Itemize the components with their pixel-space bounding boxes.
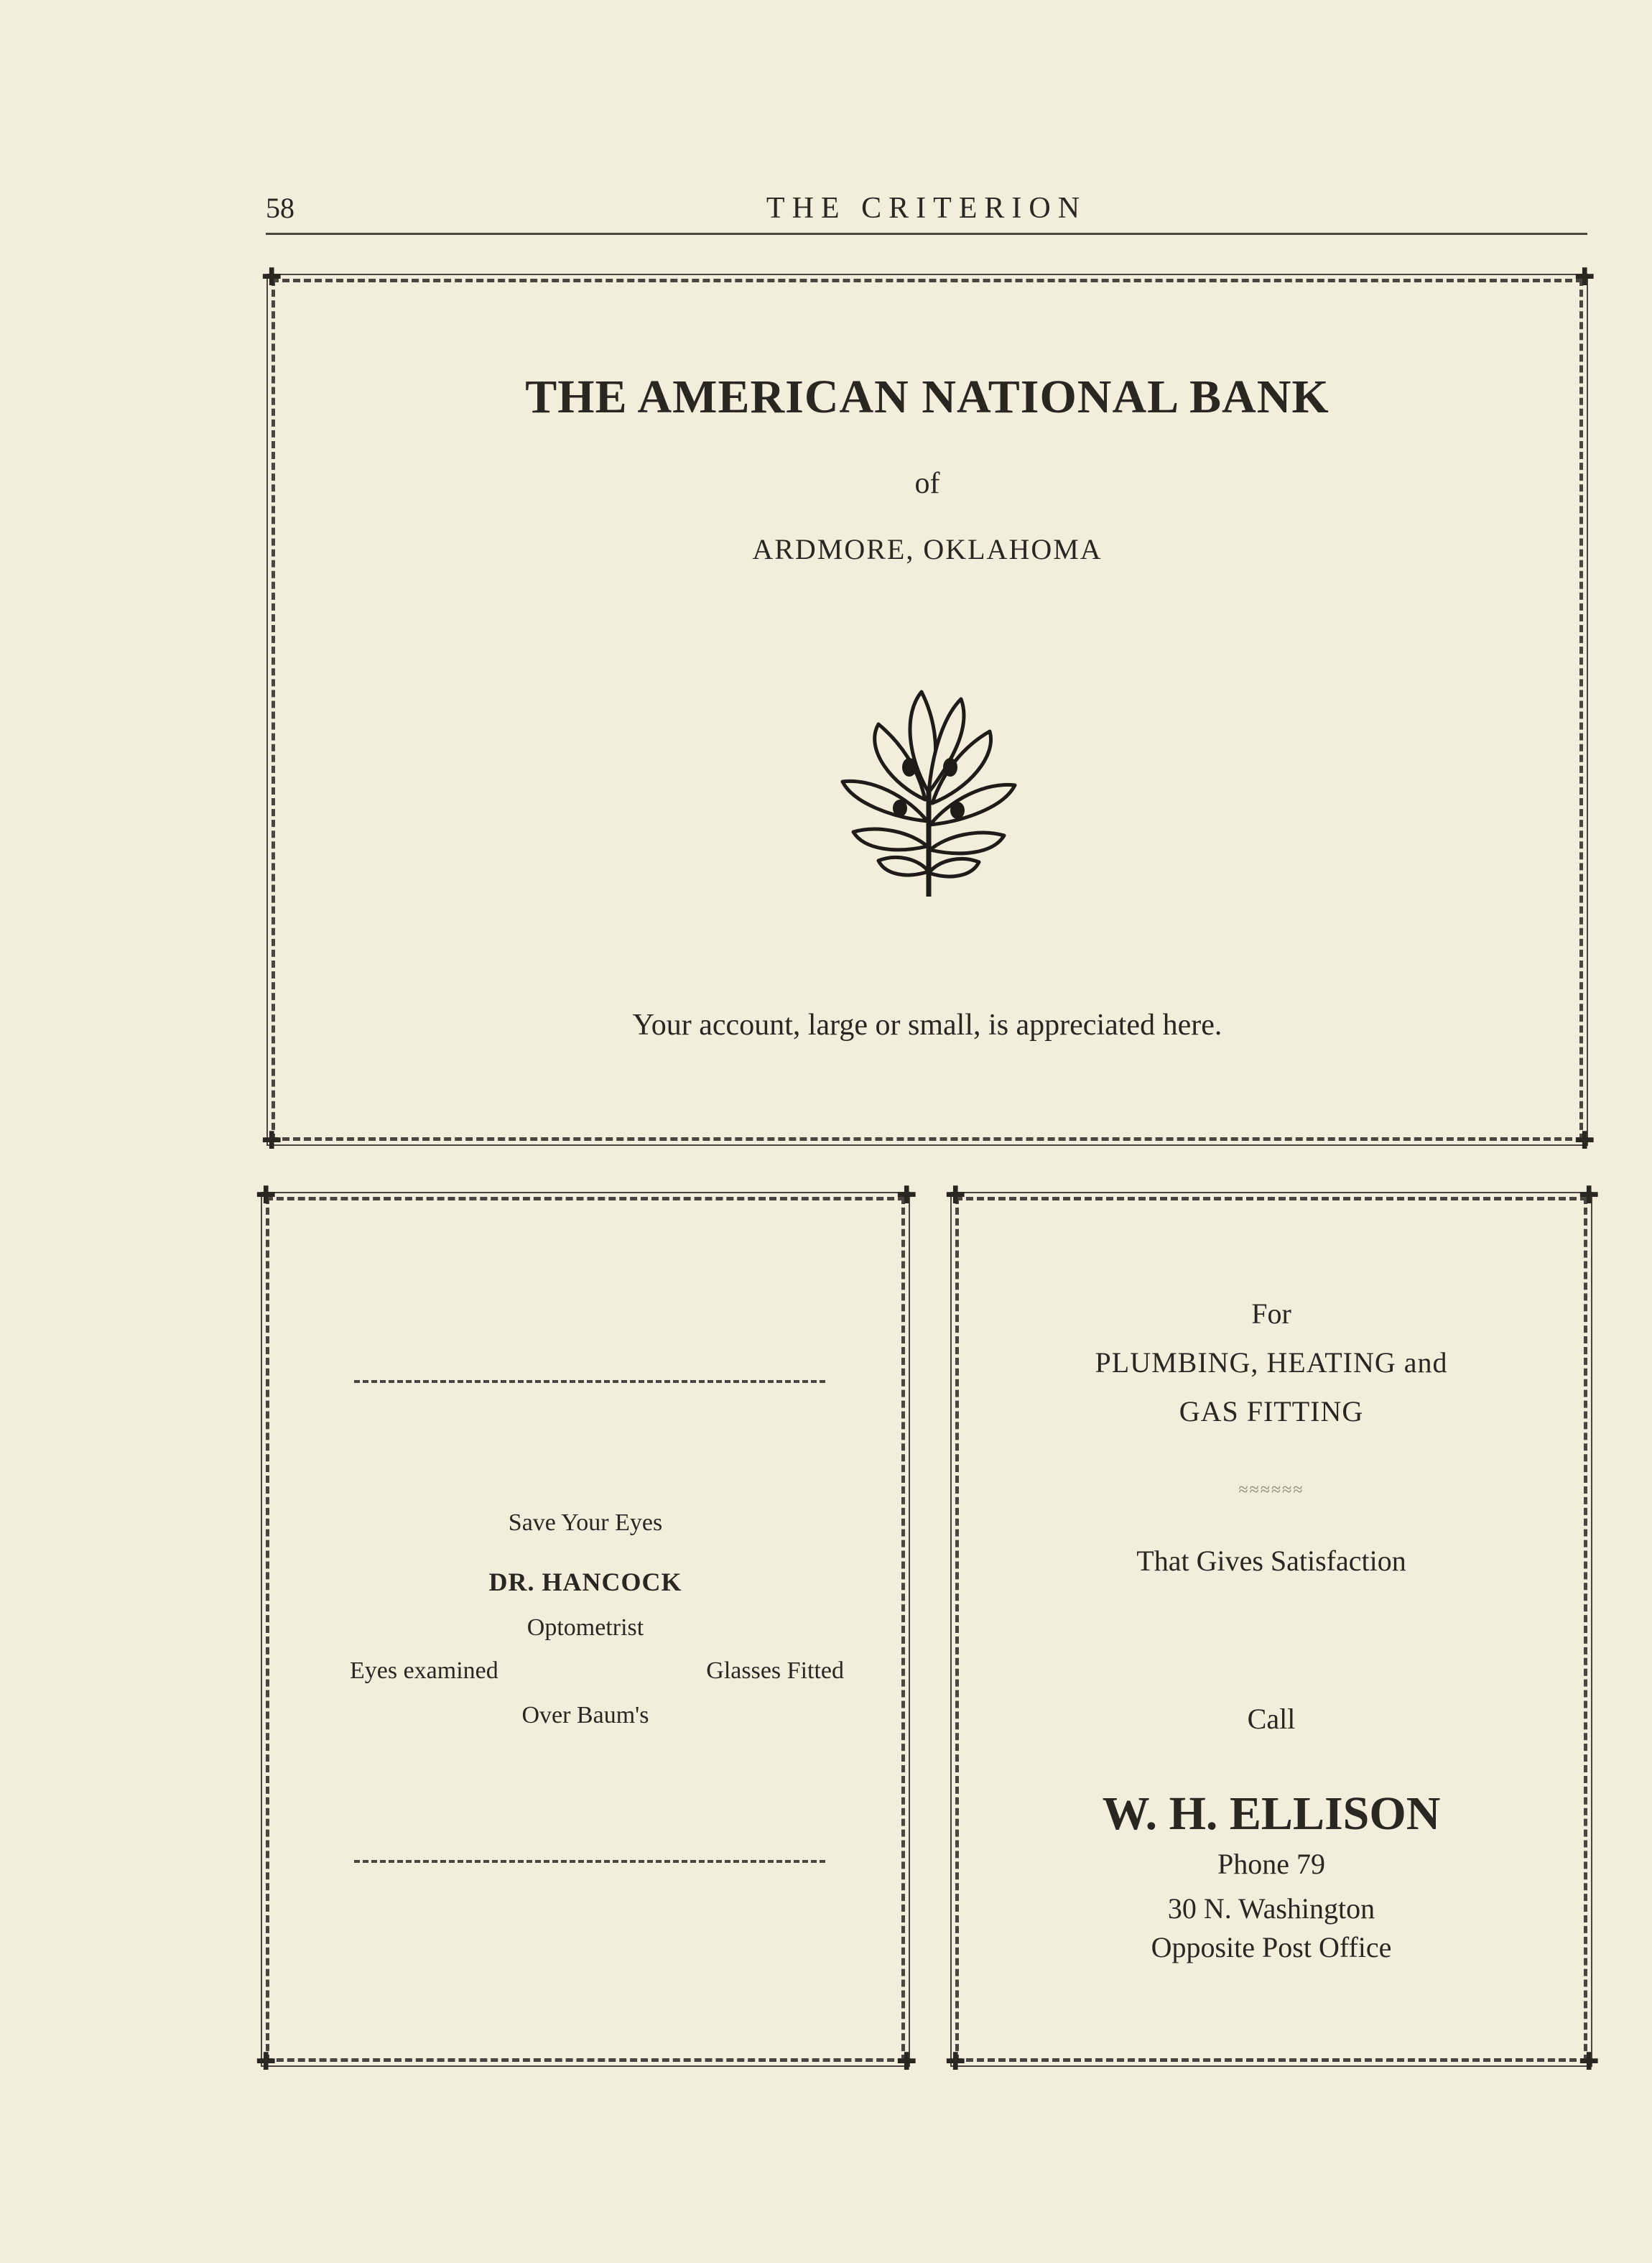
corner-ornament-icon: ✚ [896,1183,917,1209]
corner-ornament-icon: ✚ [896,2049,917,2075]
optometrist-location: Over Baum's [521,1702,649,1729]
doctor-name: DR. HANCOCK [488,1568,682,1596]
bank-advertisement [261,264,1595,1154]
services-row [350,1657,844,1685]
optometrist-advertisement [256,1183,917,2075]
bank-city: ARDMORE, OKLAHOMA [752,533,1103,565]
plumbing-call: Call [1247,1703,1296,1735]
plumbing-for: For [1251,1297,1291,1330]
decorative-rule [354,1860,825,1863]
running-title: THE CRITERION [766,192,1087,225]
oak-leaf-sprig-icon [835,685,1022,900]
bank-slogan: Your account, large or small, is appreciated here. [632,1009,1222,1042]
corner-ornament-icon: ✚ [1579,1183,1600,1209]
plumber-name: W. H. ELLISON [1102,1787,1441,1840]
corner-ornament-icon: ✚ [1574,1128,1595,1154]
corner-ornament-icon: ✚ [1574,264,1595,291]
plumber-phone: Phone 79 [1217,1848,1325,1880]
service-eyes-examined: Eyes examined [350,1657,498,1684]
page-header [266,187,1587,235]
doctor-profession: Optometrist [526,1614,644,1641]
plumbing-advertisement [945,1183,1600,2075]
corner-ornament-icon: ✚ [261,1128,282,1154]
faded-ornament-icon: ≈≈≈≈≈≈ [1238,1481,1304,1499]
optometrist-tagline: Save Your Eyes [508,1509,663,1536]
plumber-landmark: Opposite Post Office [1151,1931,1392,1963]
corner-ornament-icon: ✚ [945,1183,966,1209]
corner-ornament-icon: ✚ [1579,2049,1600,2075]
bank-name: THE AMERICAN NATIONAL BANK [525,371,1330,423]
plumbing-gas-fitting: GAS FITTING [1179,1395,1364,1427]
decorative-rule [354,1380,825,1383]
corner-ornament-icon: ✚ [945,2049,966,2075]
page-number: 58 [266,192,294,224]
service-glasses-fitted: Glasses Fitted [706,1657,844,1684]
corner-ornament-icon: ✚ [256,2049,277,2075]
corner-ornament-icon: ✚ [256,1183,277,1209]
bank-of: of [914,467,940,500]
corner-ornament-icon: ✚ [261,264,282,291]
plumber-address: 30 N. Washington [1167,1892,1375,1925]
plumbing-satisfaction: That Gives Satisfaction [1136,1545,1406,1577]
plumbing-trades: PLUMBING, HEATING and [1095,1346,1448,1379]
